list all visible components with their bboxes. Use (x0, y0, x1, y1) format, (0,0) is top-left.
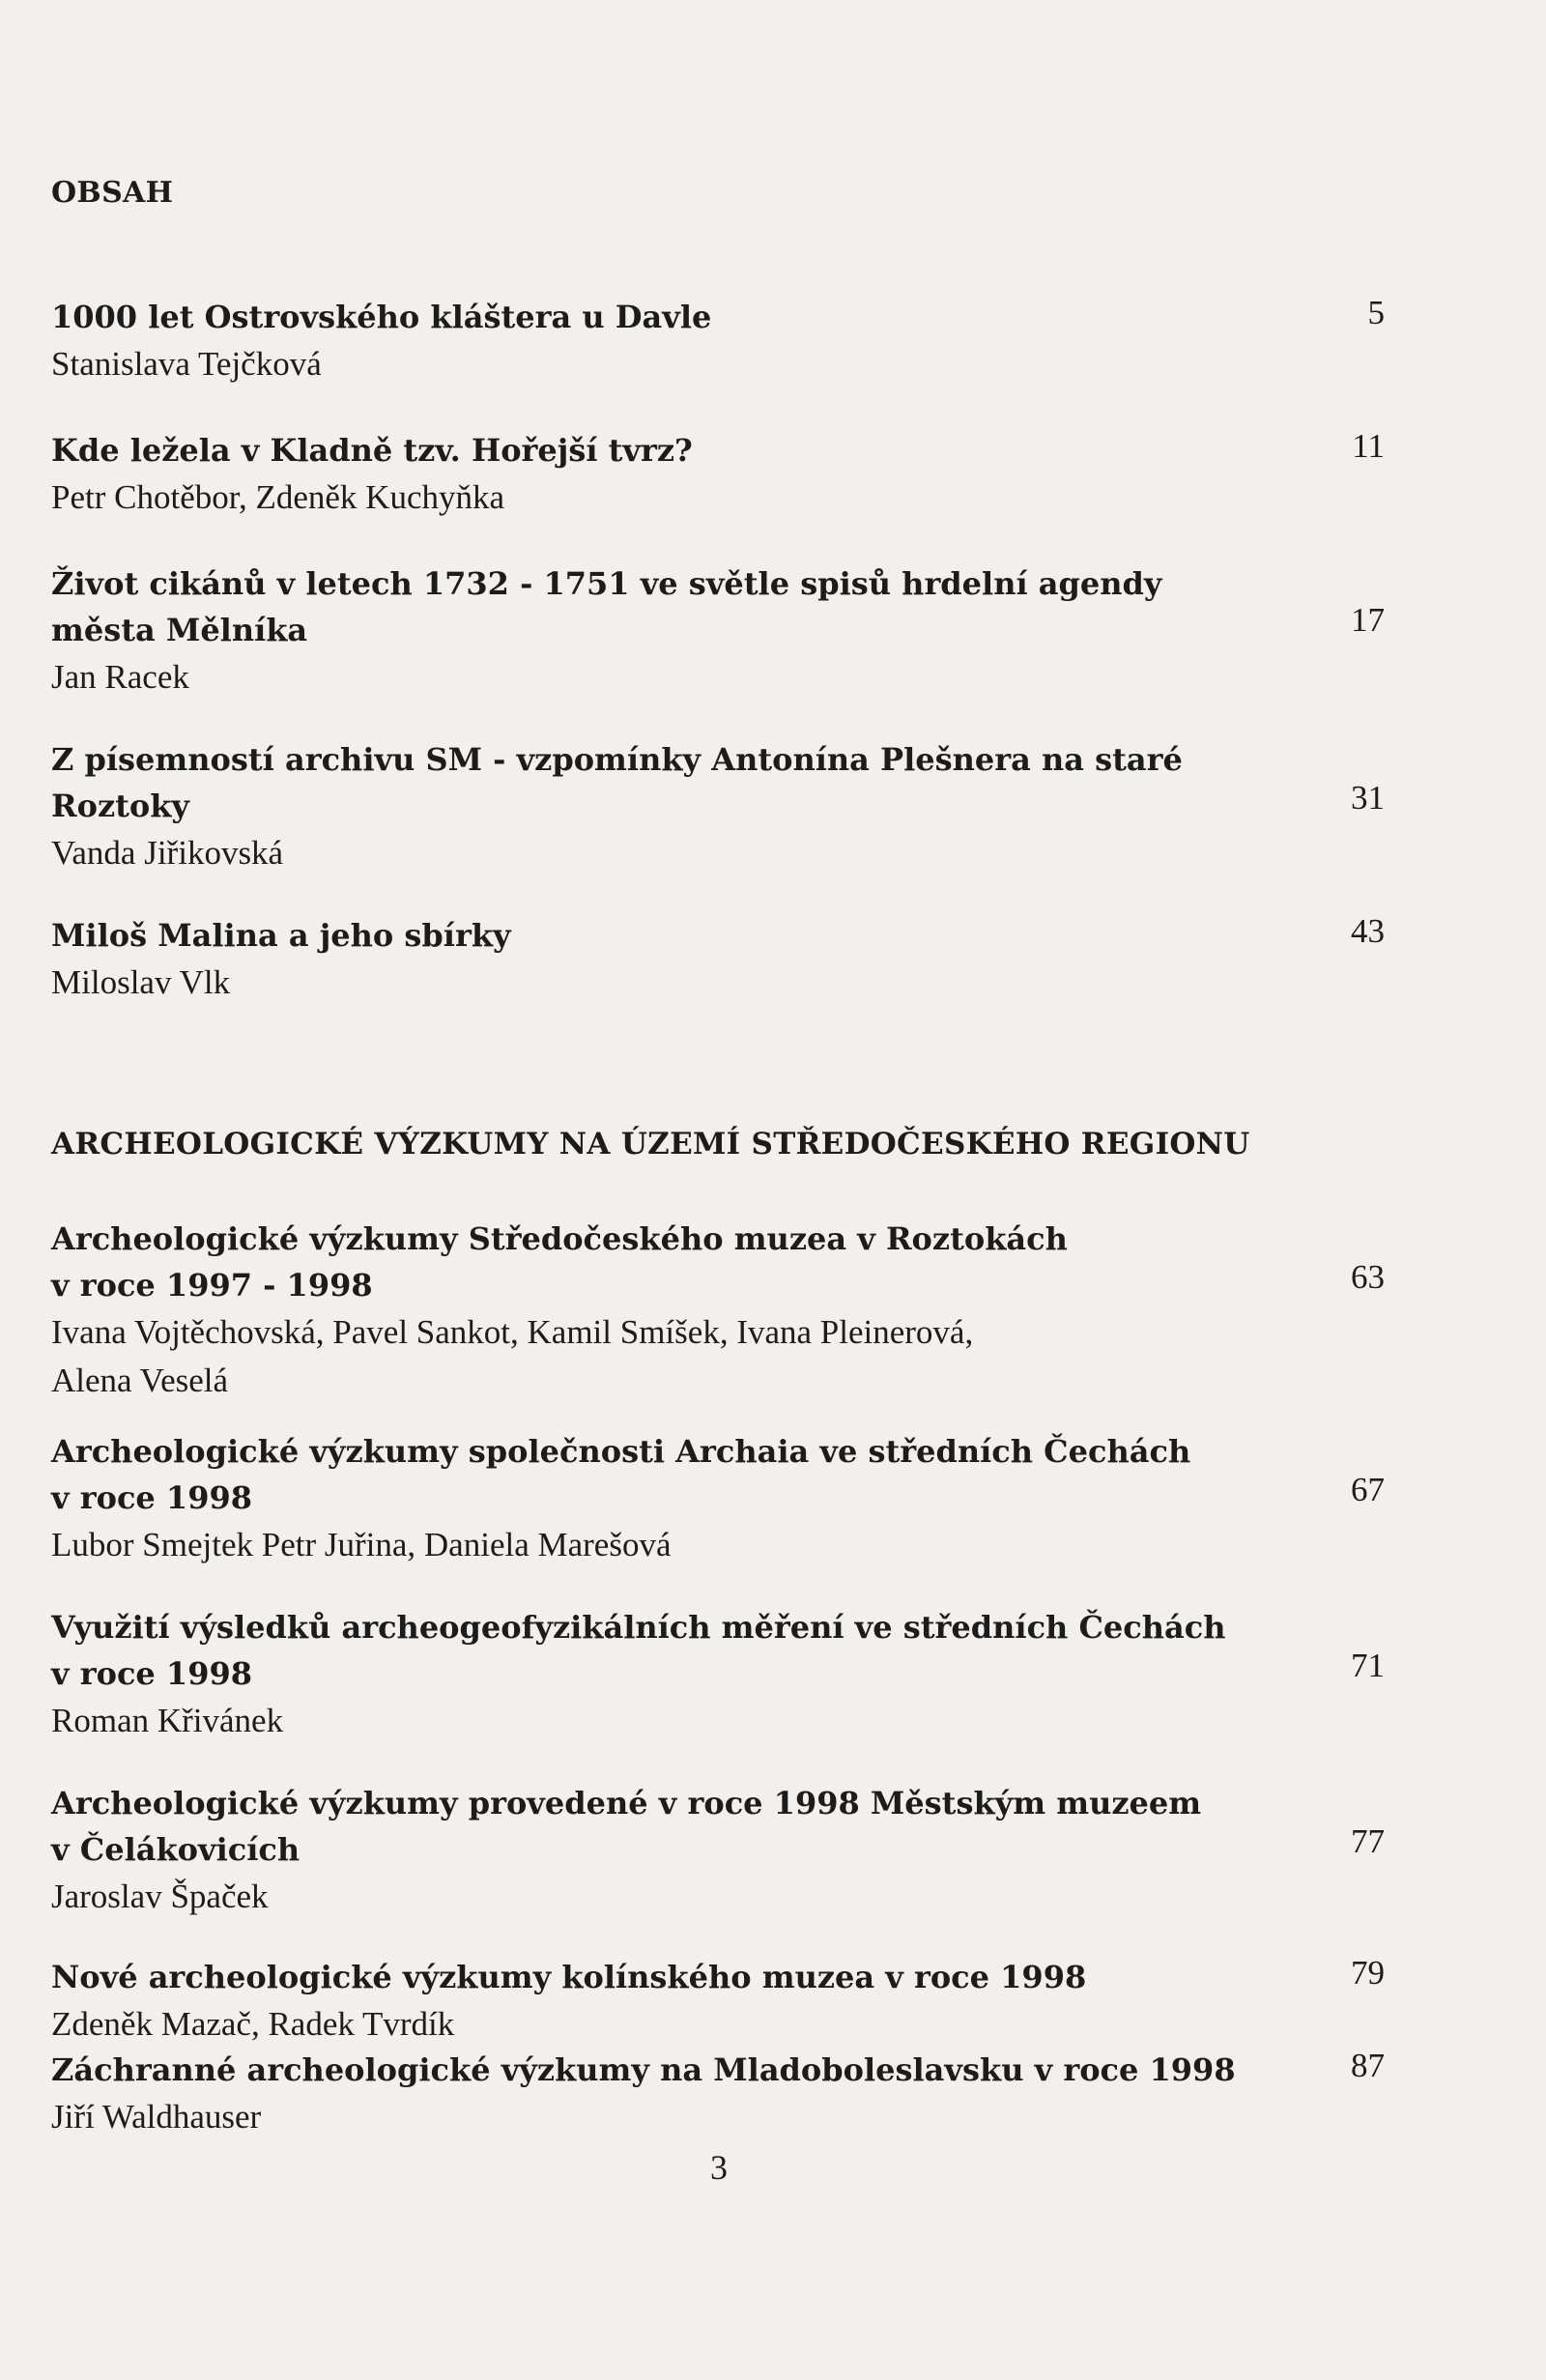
entry-author: Zdeněk Mazač, Radek Tvrdík (51, 2005, 455, 2043)
entry-page-number: 71 (1351, 1647, 1385, 1684)
entry-title: Život cikánů v letech 1732 - 1751 ve světle spisů hrdelní agendy města Mělníka (51, 565, 1162, 648)
toc-entry[interactable] (51, 1780, 1385, 1921)
contents-heading: OBSAH (51, 176, 174, 210)
entry-page-number: 67 (1351, 1471, 1385, 1508)
entry-page-number: 31 (1351, 779, 1385, 817)
toc-entry[interactable] (51, 912, 1385, 1007)
footer-page-number: 3 (710, 2148, 728, 2187)
toc-entry[interactable] (51, 427, 1385, 522)
entry-page-number: 77 (1351, 1822, 1385, 1860)
entry-title: Z písemností archivu SM - vzpomínky Antonína Plešnera na staré Roztoky (51, 741, 1183, 824)
toc-entry[interactable] (51, 1954, 1385, 2049)
entry-author: Miloslav Vlk (51, 963, 231, 1001)
entry-title: 1000 let Ostrovského kláštera u Davle (51, 299, 712, 335)
entry-author: Stanislava Tejčková (51, 345, 322, 383)
section-heading: ARCHEOLOGICKÉ VÝZKUMY NA ÚZEMÍ STŘEDOČESKÉHO REGIONU (51, 1127, 1250, 1161)
entry-title: Archeologické výzkumy provedené v roce 1998 Městským muzeem v Čelákovicích (51, 1785, 1202, 1868)
entry-author: Jaroslav Špaček (51, 1878, 269, 1915)
entry-page-number: 79 (1351, 1954, 1385, 1992)
entry-page-number: 5 (1367, 294, 1385, 331)
toc-entry[interactable] (51, 1216, 1385, 1405)
entry-author: Roman Křivánek (51, 1702, 284, 1739)
entry-author: Lubor Smejtek Petr Juřina, Daniela Marešová (51, 1526, 672, 1563)
entry-title: Záchranné archeologické výzkumy na Mladoboleslavsku v roce 1998 (51, 2051, 1236, 2088)
entry-author: Jiří Waldhauser (51, 2098, 262, 2136)
entry-title: Nové archeologické výzkumy kolínského muzea v roce 1998 (51, 1959, 1087, 1995)
toc-entry[interactable] (51, 1604, 1385, 1745)
entry-page-number: 43 (1351, 912, 1385, 950)
entry-author: Ivana Vojtěchovská, Pavel Sankot, Kamil Smíšek, Ivana Pleinerová, Alena Veselá (51, 1313, 974, 1399)
toc-entry[interactable] (51, 736, 1385, 877)
entry-title: Využití výsledků archeogeofyzikálních měření ve středních Čechách v roce 1998 (51, 1609, 1226, 1692)
entry-title: Archeologické výzkumy společnosti Archaia ve středních Čechách v roce 1998 (51, 1433, 1191, 1516)
entry-page-number: 17 (1351, 601, 1385, 639)
toc-entry[interactable] (51, 1428, 1385, 1569)
toc-entry[interactable] (51, 294, 1385, 388)
entry-title: Archeologické výzkumy Středočeského muzea v Roztokách v roce 1997 - 1998 (51, 1220, 1068, 1304)
entry-author: Vanda Jiřikovská (51, 834, 284, 872)
entry-title: Miloš Malina a jeho sbírky (51, 917, 511, 954)
entry-page-number: 87 (1351, 2047, 1385, 2084)
entry-author: Petr Chotěbor, Zdeněk Kuchyňka (51, 478, 505, 516)
entry-page-number: 11 (1352, 427, 1385, 465)
entry-title: Kde ležela v Kladně tzv. Hořejší tvrz? (51, 432, 693, 469)
entry-author: Jan Racek (51, 658, 189, 696)
entry-page-number: 63 (1351, 1258, 1385, 1296)
toc-entry[interactable] (51, 560, 1385, 702)
toc-entry[interactable] (51, 2047, 1385, 2141)
